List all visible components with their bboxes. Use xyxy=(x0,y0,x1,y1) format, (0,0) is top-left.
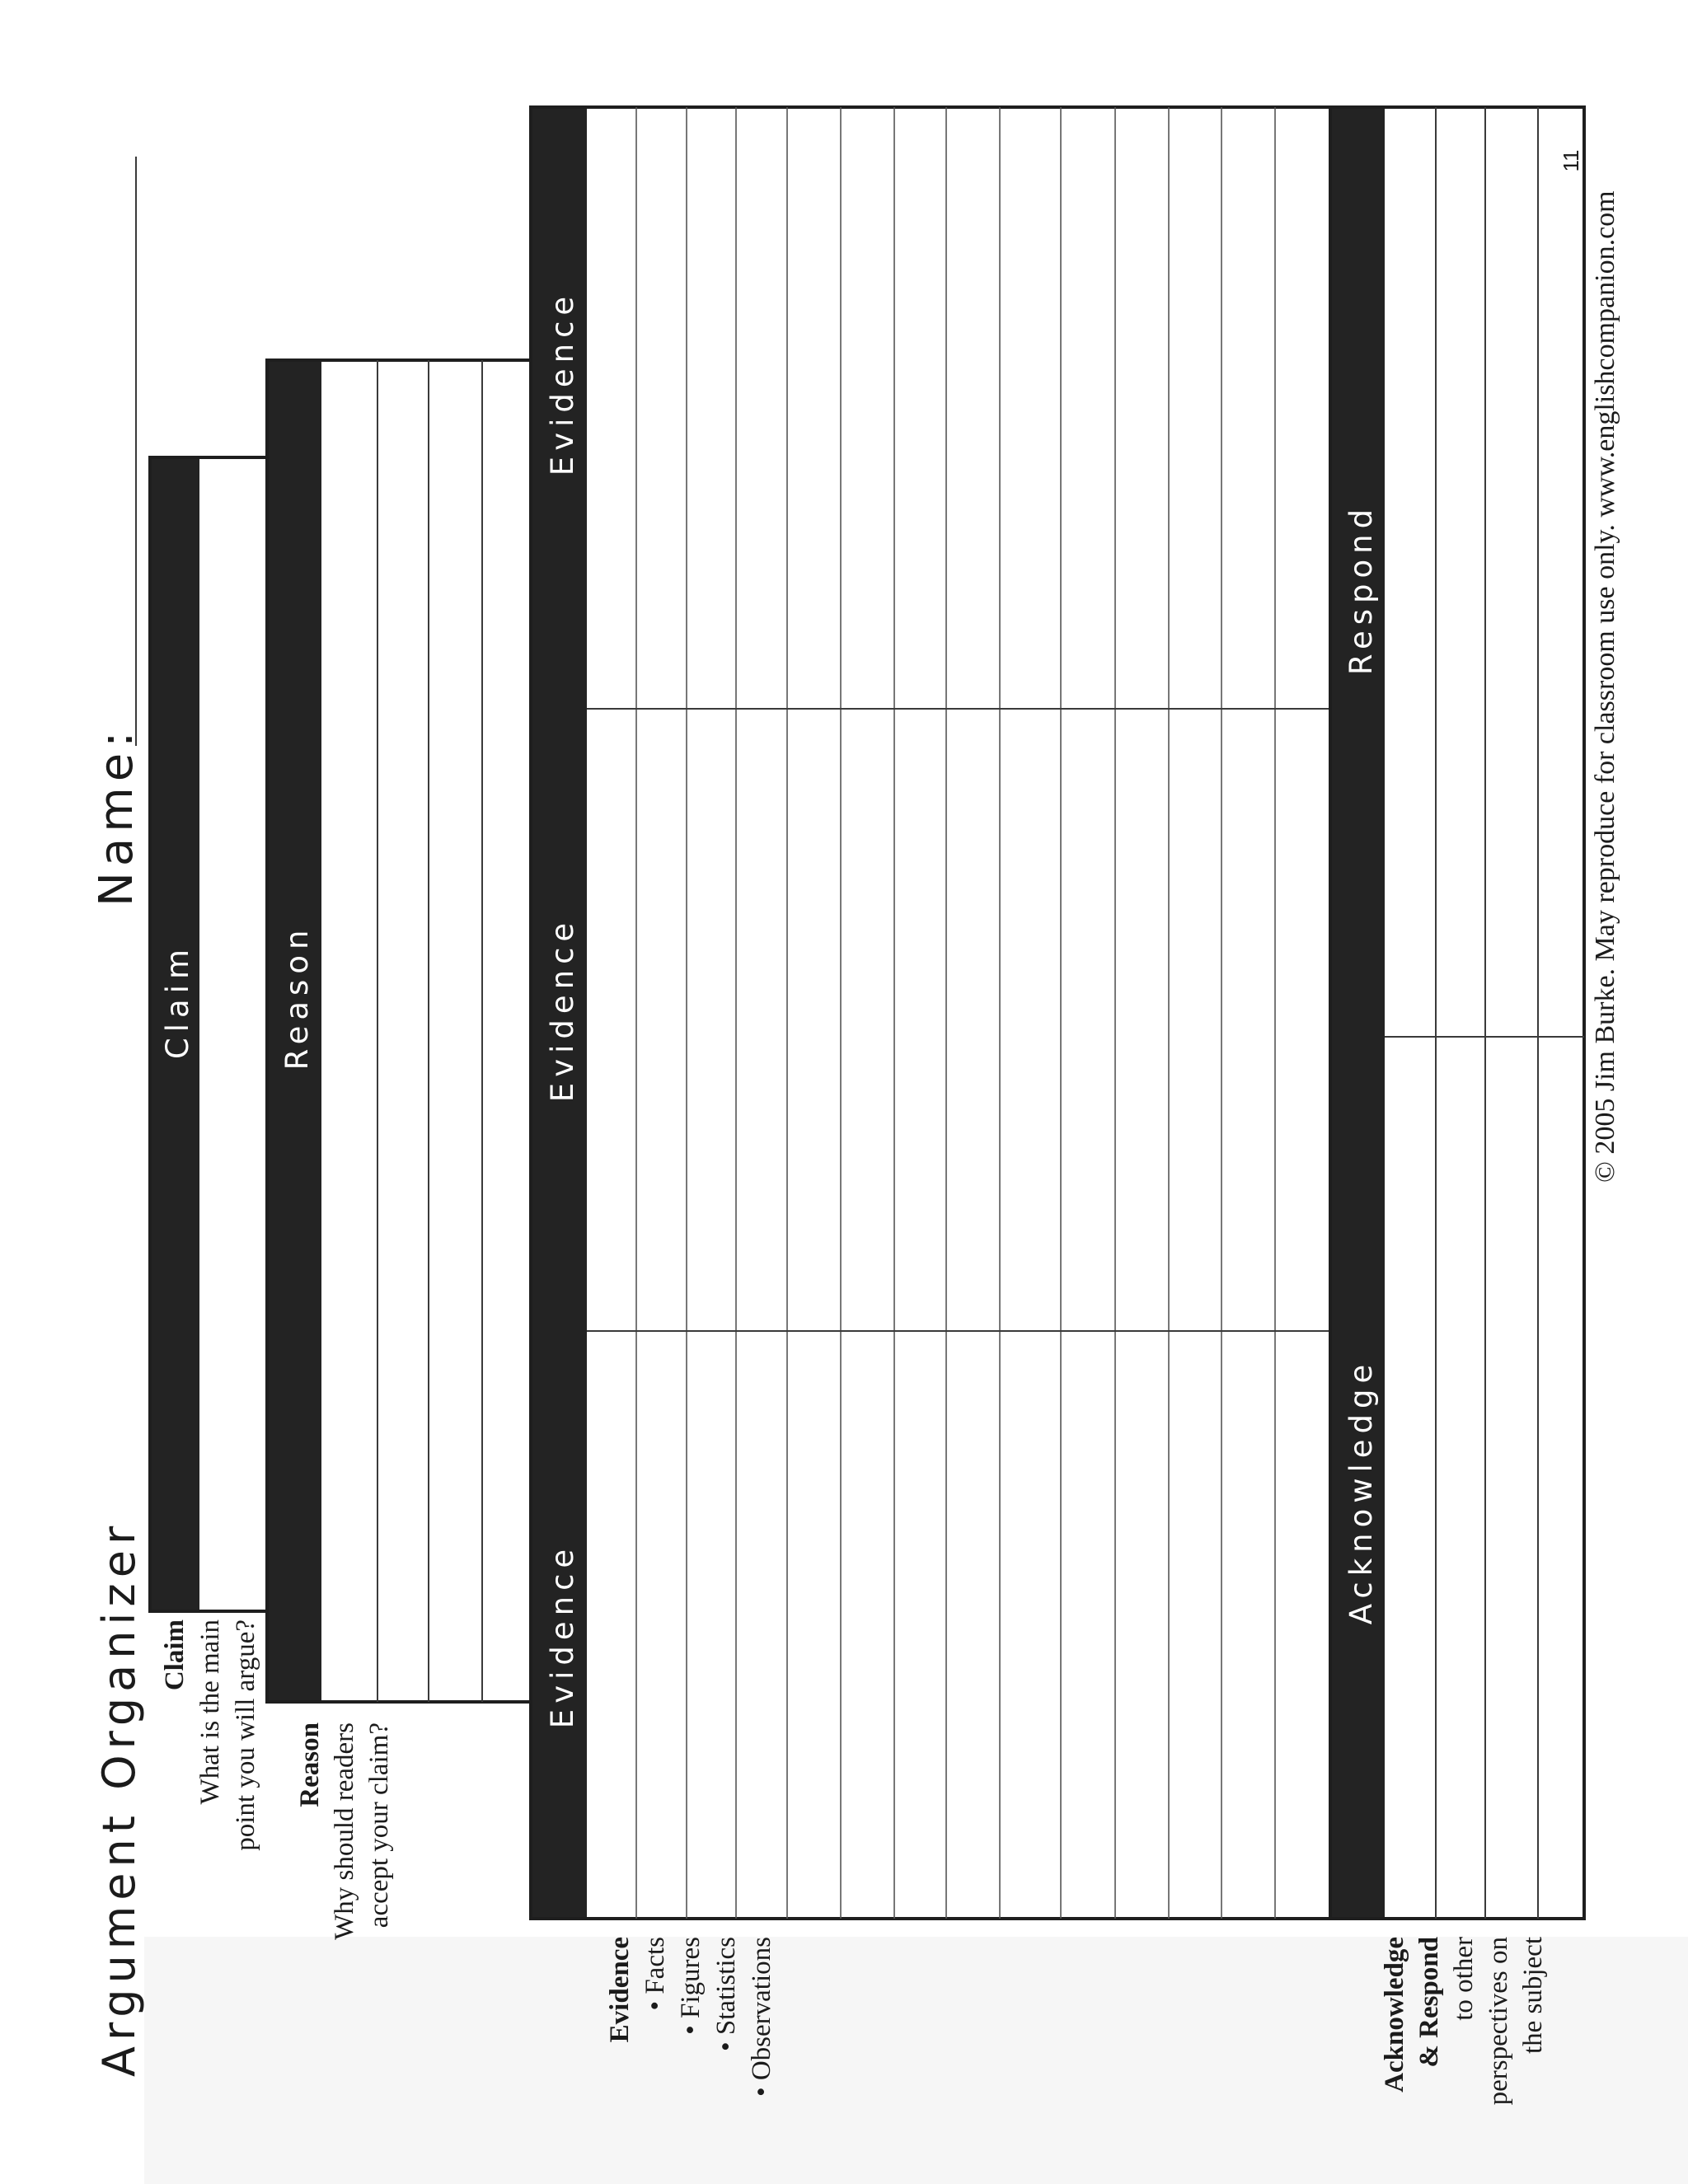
evidence-header-label-2: Evidence xyxy=(545,916,580,1103)
evidence-label-item: • Observations xyxy=(747,1937,776,2097)
acknowledge-label-line: to other xyxy=(1449,1937,1479,2021)
evidence-label-item: • Facts xyxy=(640,1937,670,2011)
acknowledge-header-bar xyxy=(1330,107,1385,1919)
claim-writing-area[interactable] xyxy=(202,459,265,1610)
respond-header-label: Respond xyxy=(1343,503,1379,676)
reason-header-label: Reason xyxy=(279,924,315,1071)
acknowledge-label-title: & Respond xyxy=(1414,1937,1444,2068)
page-title: Argument Organizer xyxy=(93,1520,145,2077)
acknowledge-label-line: the subject xyxy=(1518,1937,1548,2055)
claim-label-title: Claim xyxy=(160,1619,190,1691)
evidence-header-label-3: Evidence xyxy=(545,290,580,476)
acknowledge-header-label: Acknowledge xyxy=(1343,1358,1379,1625)
copyright-footer: © 2005 Jim Burke. May reproduce for classroom use only. www.englishcompanion.com xyxy=(1590,190,1620,1183)
evidence-header-label-1: Evidence xyxy=(545,1543,580,1729)
evidence-label-title: Evidence xyxy=(605,1937,635,2043)
reason-label-line: accept your claim? xyxy=(364,1722,394,1929)
acknowledge-label-title: Acknowledge xyxy=(1380,1937,1409,2093)
claim-section xyxy=(150,457,267,1611)
claim-label-line: What is the main xyxy=(195,1619,225,1805)
claim-header-label: Claim xyxy=(160,943,195,1060)
evidence-label-item: • Statistics xyxy=(711,1937,741,2051)
name-label: Name: xyxy=(90,725,143,907)
claim-label-line: point you will argue? xyxy=(231,1619,260,1851)
page-number: 11 xyxy=(1559,149,1583,172)
reason-label-title: Reason xyxy=(295,1722,325,1807)
acknowledge-label-line: perspectives on xyxy=(1484,1937,1513,2106)
reason-label-line: Why should readers xyxy=(330,1722,359,1940)
evidence-label-item: • Figures xyxy=(676,1937,706,2035)
